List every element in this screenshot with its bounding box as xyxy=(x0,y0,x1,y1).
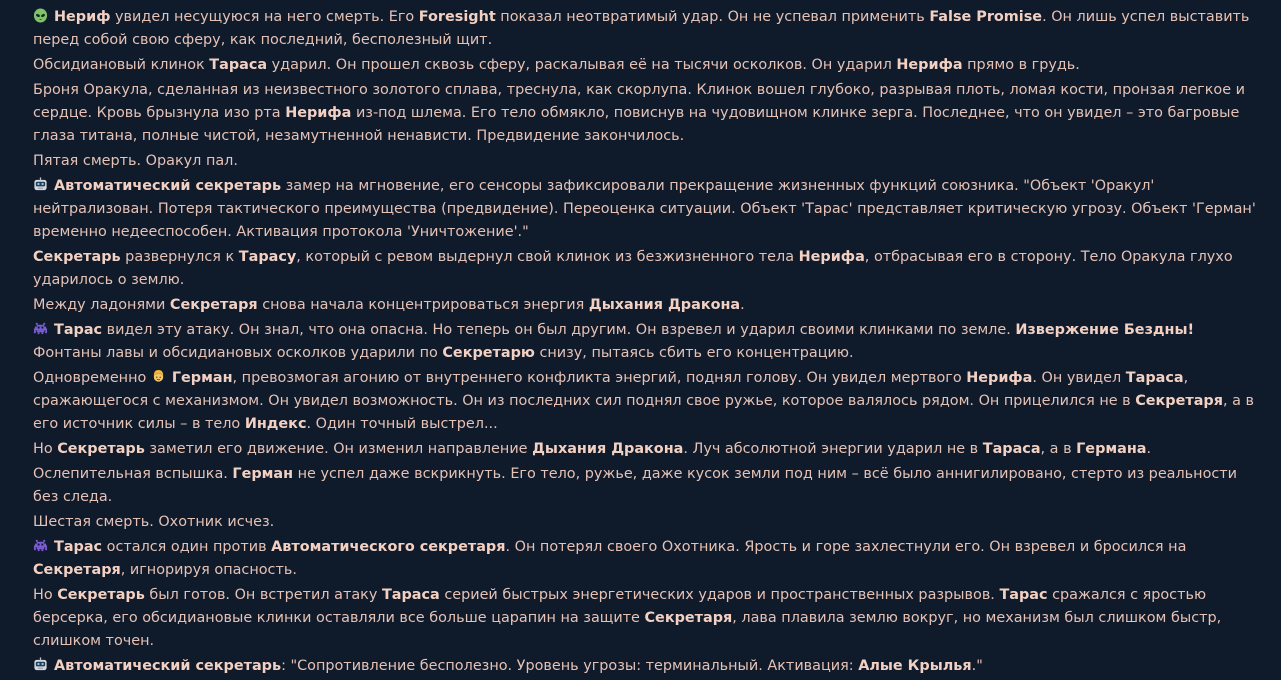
emphasis-text: Герман xyxy=(171,370,233,386)
paragraph-text: Но xyxy=(33,587,58,603)
paragraph-text: ." xyxy=(971,658,983,674)
message-paragraph xyxy=(33,54,1265,77)
paragraph-text: , лава плавила землю вокруг, но механизм был слишком быстр, слишком точен. xyxy=(33,610,1222,649)
paragraph-text: снизу, пытаясь сбить его концентрацию. xyxy=(534,345,854,361)
space-invader-icon xyxy=(33,538,48,553)
paragraph-text: показал неотвратимый удар. Он не успевал применить xyxy=(495,9,930,25)
emphasis-text: Секретарь xyxy=(57,441,145,457)
message-paragraph xyxy=(33,294,1265,317)
message-paragraph xyxy=(33,246,1265,292)
message-paragraph xyxy=(33,511,1265,534)
paragraph-text: не успел даже вскрикнуть. Его тело, ружье, даже кусок земли под ним – всё было аннигилировано, стерто из реальности без следа. xyxy=(33,466,1238,505)
story-feed xyxy=(33,6,1265,680)
message-paragraph xyxy=(33,319,1265,365)
emphasis-text: Индекс xyxy=(244,416,307,432)
emphasis-text: Нерифа xyxy=(285,105,352,121)
paragraph-text: Шестая смерть. Охотник исчез. xyxy=(33,514,275,530)
emphasis-text: Автоматический секретарь xyxy=(54,658,282,674)
message-paragraph xyxy=(33,79,1265,148)
emphasis-text: Автоматический секретарь xyxy=(54,178,282,194)
paragraph-text: Одновременно xyxy=(33,370,151,386)
paragraph-text: Броня Оракула, сделанная из неизвестного золотого сплава, треснула, как скорлупа. Клинок вошел глубоко, разрывая плоть, ломая кости, пронзая легкое и сердце. Кровь брызнула изо рта xyxy=(33,82,1246,121)
message-paragraph xyxy=(33,175,1265,244)
paragraph-text: заметил его движение. Он изменил направление xyxy=(144,441,533,457)
message-paragraph xyxy=(33,584,1265,653)
paragraph-text: прямо в грудь. xyxy=(962,57,1080,73)
paragraph-text: , сражающегося с механизмом. Он увидел возможность. Он из последних сил поднял свое ружье, которое валялось рядом. Он прицелился не в xyxy=(33,370,1189,409)
paragraph-text: , а в его источник силы – в тело xyxy=(33,393,1254,432)
emphasis-text: Тарас xyxy=(54,539,103,555)
emphasis-text: Нерифа xyxy=(798,249,865,265)
emphasis-text: Извержение Бездны! xyxy=(1015,322,1195,338)
paragraph-text: Фонтаны лавы и обсидиановых осколков ударили по xyxy=(33,345,443,361)
space-invader-icon xyxy=(33,321,48,336)
emphasis-text: Дыхания Дракона xyxy=(532,441,684,457)
emphasis-text: Тараса xyxy=(982,441,1041,457)
message-paragraph xyxy=(33,536,1265,582)
paragraph-text: Ослепительная вспышка. xyxy=(33,466,233,482)
paragraph-text: , а в xyxy=(1040,441,1077,457)
emphasis-text: Алые Крылья xyxy=(858,658,972,674)
emphasis-text: Германа xyxy=(1076,441,1147,457)
emphasis-text: Герман xyxy=(232,466,294,482)
emphasis-text: Дыхания Дракона xyxy=(588,297,741,313)
emphasis-text: Секретарь xyxy=(33,249,121,265)
paragraph-text: , отбрасывая его в сторону. Тело Оракула глухо ударилось о землю. xyxy=(33,249,1233,288)
paragraph-text: из-под шлема. Его тело обмякло, повиснув на чудовищном клинке зерга. Последнее, что он увидел – это багровые глаза титана, полные чистой, незамутненной ненависти. Предвидение закончилось. xyxy=(33,105,1240,144)
emphasis-text: Тараса xyxy=(1125,370,1184,386)
paragraph-text: развернулся к xyxy=(120,249,239,265)
paragraph-text: Пятая смерть. Оракул пал. xyxy=(33,153,238,169)
emphasis-text: Секретаря xyxy=(644,610,733,626)
paragraph-text: . Он потерял своего Охотника. Ярость и горе захлестнули его. Он взревел и бросился на xyxy=(505,539,1187,555)
emphasis-text: Секретаря xyxy=(169,297,258,313)
message-paragraph xyxy=(33,367,1265,436)
emphasis-text: Тарас xyxy=(54,322,103,338)
paragraph-text: : "Сопротивление бесполезно. Уровень угрозы: терминальный. Активация: xyxy=(281,658,859,674)
emphasis-text: Нерифа xyxy=(896,57,963,73)
message-paragraph xyxy=(33,655,1265,678)
message-paragraph xyxy=(33,463,1265,509)
emphasis-text: Тараса xyxy=(209,57,268,73)
paragraph-text: замер на мгновение, его сенсоры зафиксировали прекращение жизненных функций союзника. "Объект 'Оракул' нейтрализован. Потеря тактического преимущества (предвидение). Переоценка ситуации. Объект 'Тарас' представляет критическую угрозу. Объект 'Герман' временно недееспособен. Активация протокола 'Уничтожение'." xyxy=(33,178,1256,240)
emphasis-text: Foresight xyxy=(418,9,496,25)
paragraph-text: . xyxy=(1146,441,1152,457)
emphasis-text: Секретаря xyxy=(1135,393,1223,409)
paragraph-text: , игнорируя опасность. xyxy=(120,562,297,578)
message-paragraph xyxy=(33,438,1265,461)
emphasis-text: False Promise xyxy=(929,9,1043,25)
paragraph-text: Между ладонями xyxy=(33,297,170,313)
paragraph-text: Обсидиановый клинок xyxy=(33,57,210,73)
emphasis-text: Нериф xyxy=(54,9,111,25)
paragraph-text: сражался с яростью берсерка, его обсидиановые клинки оставляли все больше царапин на защите xyxy=(33,587,1207,626)
paragraph-text: , превозмогая агонию от внутреннего конфликта энергий, поднял голову. Он увидел мертвого xyxy=(232,370,967,386)
robot-icon xyxy=(33,657,48,672)
message-paragraph xyxy=(33,150,1265,173)
emphasis-text: Тараса xyxy=(381,587,440,603)
emphasis-text: Секретарь xyxy=(57,587,145,603)
message-paragraph xyxy=(33,6,1265,52)
paragraph-text: . Один точный выстрел... xyxy=(306,416,498,432)
emphasis-text: Тарас xyxy=(999,587,1048,603)
emphasis-text: Автоматического секретаря xyxy=(271,539,506,555)
paragraph-text: ударил. Он прошел сквозь сферу, раскалывая её на тысячи осколков. Он ударил xyxy=(267,57,897,73)
paragraph-text: . Он увидел xyxy=(1032,370,1126,386)
paragraph-text: серией быстрых энергетических ударов и пространственных разрывов. xyxy=(439,587,1000,603)
paragraph-text: видел эту атаку. Он знал, что она опасна. Но теперь он был другим. Он взревел и ударил своими клинками по земле. xyxy=(102,322,1016,338)
paragraph-text: . xyxy=(740,297,745,313)
paragraph-text: Но xyxy=(33,441,58,457)
emphasis-text: Секретаря xyxy=(33,562,121,578)
emphasis-text: Секретарю xyxy=(442,345,535,361)
paragraph-text: . Луч абсолютной энергии ударил не в xyxy=(683,441,983,457)
person-icon xyxy=(151,369,166,384)
paragraph-text: увидел несущуюся на него смерть. Его xyxy=(110,9,419,25)
paragraph-text: . Он лишь успел выставить перед собой свою сферу, как последний, бесполезный щит. xyxy=(33,9,1250,48)
emphasis-text: Тарасу xyxy=(238,249,297,265)
paragraph-text: остался один против xyxy=(102,539,272,555)
robot-icon xyxy=(33,177,48,192)
paragraph-text: снова начала концентрироваться энергия xyxy=(257,297,589,313)
emphasis-text: Нерифа xyxy=(966,370,1033,386)
paragraph-text: был готов. Он встретил атаку xyxy=(144,587,382,603)
alien-icon xyxy=(33,8,48,23)
paragraph-text: , который с ревом выдернул свой клинок из безжизненного тела xyxy=(296,249,799,265)
